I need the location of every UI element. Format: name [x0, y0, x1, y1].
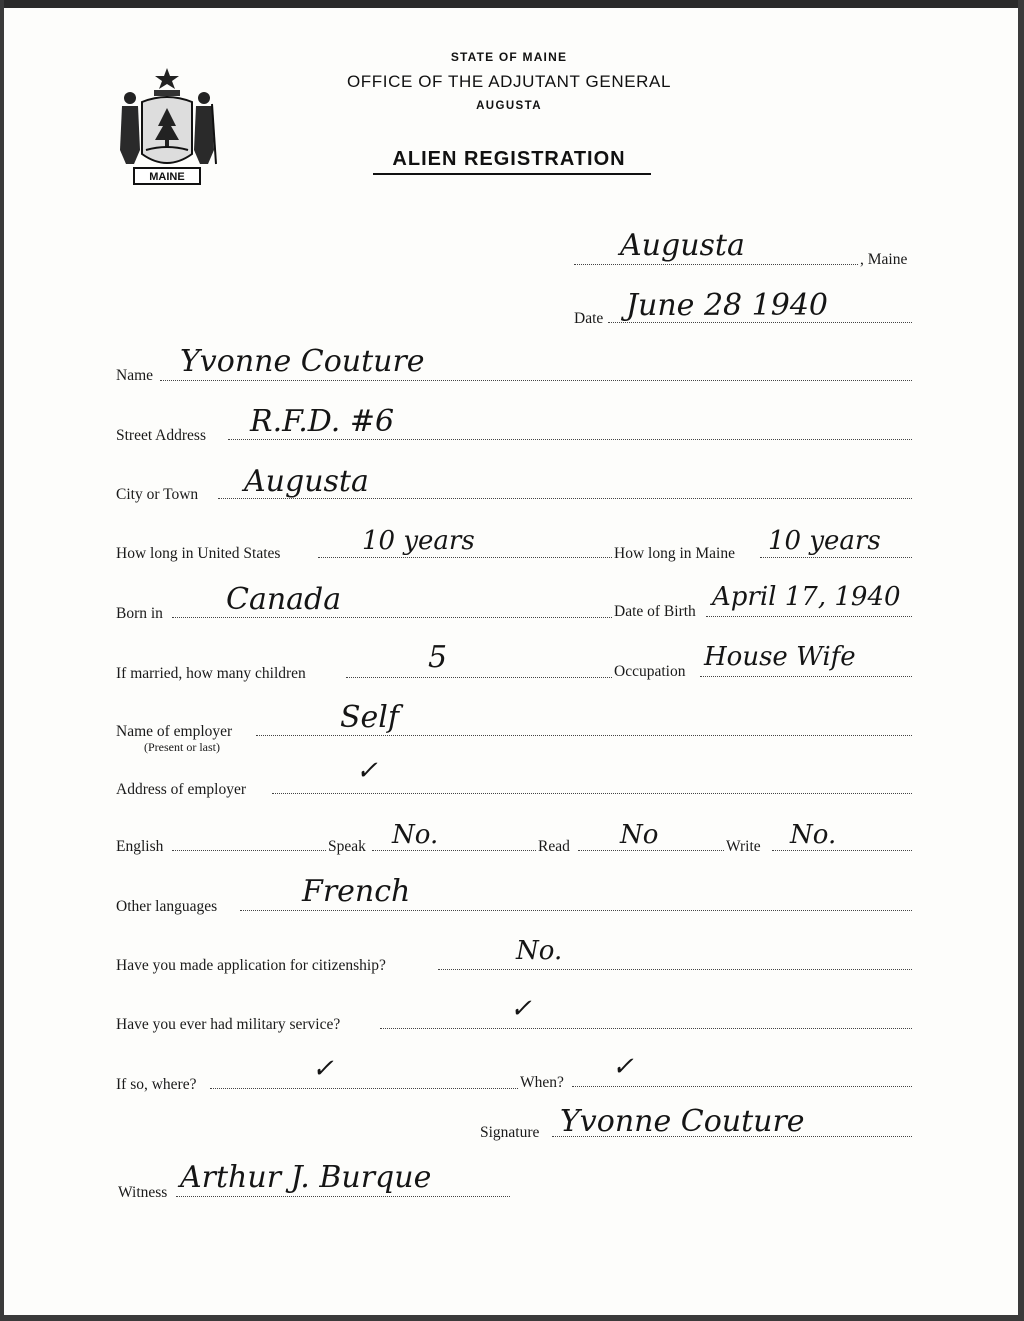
citizenship-value: No.	[516, 936, 563, 966]
signature-label: Signature	[480, 1124, 540, 1141]
english-label: English	[116, 838, 164, 855]
witness-line	[176, 1196, 510, 1197]
header-office: OFFICE OF THE ADJUTANT GENERAL	[346, 72, 672, 91]
name-value: Yvonne Couture	[180, 344, 425, 379]
how-long-maine-value: 10 years	[768, 526, 881, 556]
witness-value: Arthur J. Burque	[180, 1160, 432, 1195]
scan-border-right	[1018, 0, 1024, 1321]
street-address-value: R.F.D. #6	[250, 404, 395, 439]
witness-label: Witness	[118, 1184, 168, 1201]
if-so-where-line	[210, 1088, 518, 1089]
form-title: ALIEN REGISTRATION	[392, 148, 626, 170]
scan-border-top	[0, 0, 1024, 8]
title-underline	[373, 173, 651, 175]
employer-address-label: Address of employer	[116, 781, 246, 798]
city-label: City or Town	[116, 486, 199, 503]
occupation-line	[700, 676, 912, 677]
speak-line	[372, 850, 536, 851]
when-label: When?	[520, 1074, 564, 1091]
other-languages-value: French	[302, 874, 411, 909]
employer-note: (Present or last)	[144, 740, 220, 754]
street-address-label: Street Address	[116, 427, 206, 444]
read-line	[578, 850, 724, 851]
name-line	[160, 380, 912, 381]
if-so-where-label: If so, where?	[116, 1076, 197, 1093]
svg-text:MAINE: MAINE	[149, 171, 185, 183]
date-of-birth-value: April 17, 1940	[712, 582, 901, 612]
how-long-maine-line	[760, 557, 912, 558]
born-in-label: Born in	[116, 605, 163, 622]
other-languages-line	[240, 910, 912, 911]
date-label: Date	[574, 310, 604, 327]
date-of-birth-label: Date of Birth	[614, 603, 696, 620]
speak-value: No.	[392, 820, 439, 850]
maine-label: , Maine	[860, 251, 908, 268]
city-value: Augusta	[244, 464, 369, 499]
military-line	[380, 1028, 912, 1029]
when-value: ✓	[612, 1052, 634, 1082]
header-city: AUGUSTA	[476, 100, 542, 112]
employer-line	[256, 735, 912, 736]
name-label: Name	[116, 367, 154, 384]
town-line	[574, 264, 858, 265]
read-value: No	[620, 820, 659, 850]
when-line	[572, 1086, 912, 1087]
english-line	[172, 850, 326, 851]
employer-address-value: ✓	[356, 756, 378, 786]
other-languages-label: Other languages	[116, 898, 218, 915]
how-long-maine-label: How long in Maine	[614, 545, 735, 562]
born-in-value: Canada	[226, 582, 342, 617]
military-label: Have you ever had military service?	[116, 1016, 341, 1033]
employer-value: Self	[340, 700, 400, 735]
how-long-us-value: 10 years	[362, 526, 475, 556]
write-label: Write	[726, 838, 761, 855]
occupation-label: Occupation	[614, 663, 686, 680]
children-line	[346, 677, 612, 678]
citizenship-line	[438, 969, 912, 970]
read-label: Read	[538, 838, 570, 855]
scan-border-left	[0, 0, 4, 1321]
occupation-value: House Wife	[704, 642, 856, 672]
speak-label: Speak	[328, 838, 366, 855]
employer-label: Name of employer	[116, 723, 233, 740]
town-value: Augusta	[620, 228, 745, 263]
born-in-line	[172, 617, 612, 618]
children-value: 5	[428, 640, 448, 675]
scan-border-bottom	[0, 1315, 1024, 1321]
street-address-line	[228, 439, 912, 440]
military-value: ✓	[510, 994, 532, 1024]
header-state: STATE OF MAINE	[450, 50, 568, 64]
date-of-birth-line	[706, 616, 912, 617]
employer-address-line	[272, 793, 912, 794]
write-value: No.	[790, 820, 837, 850]
how-long-us-line	[318, 557, 612, 558]
if-so-where-value: ✓	[312, 1054, 334, 1084]
write-line	[772, 850, 912, 851]
date-value: June 28 1940	[626, 288, 829, 323]
children-label: If married, how many children	[116, 665, 306, 682]
citizenship-label: Have you made application for citizenship?	[116, 957, 386, 974]
signature-value: Yvonne Couture	[560, 1104, 805, 1139]
how-long-us-label: How long in United States	[116, 545, 281, 562]
